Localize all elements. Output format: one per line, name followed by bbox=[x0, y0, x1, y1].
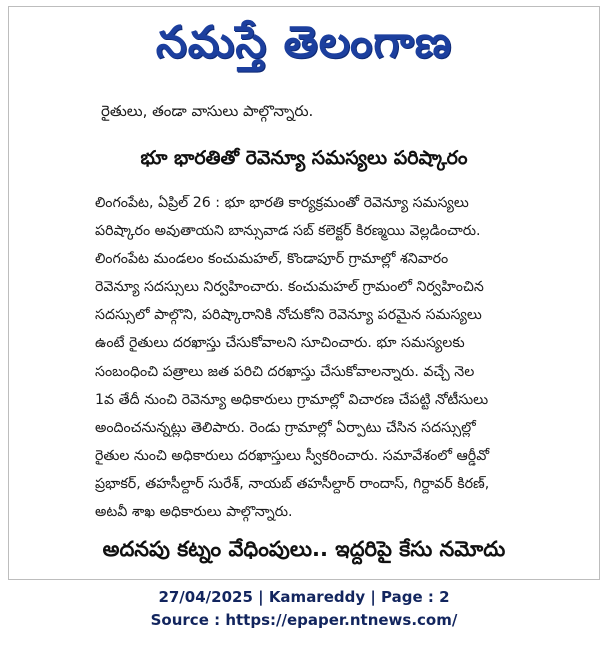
article-body-line: అటవీ శాఖ అధికారులు పాల్గొన్నారు. bbox=[95, 504, 293, 521]
previous-article-tail: రైతులు, తండా వాసులు పాల్గొన్నారు. bbox=[101, 102, 314, 120]
article-headline: భూ భారతితో రెవెన్యూ సమస్యలు పరిష్కారం bbox=[140, 147, 468, 169]
article-body-line: లింగంపేట మండలం కంచుమహల్, కొండాపూర్ గ్రామాల్లో శనివారం bbox=[95, 251, 449, 268]
article-body bbox=[95, 189, 603, 526]
edition-info: 27/04/2025 | Kamareddy | Page : 2 bbox=[158, 588, 450, 606]
article-body-line: 1వ తేదీ నుంచి రెవెన్యూ అధికారులు గ్రామాల్లో విచారణ చేపట్టి నోటీసులు bbox=[95, 391, 489, 408]
newspaper-masthead: నమస్తే తెలంగాణ bbox=[155, 17, 453, 68]
article-body-line: అందించనున్నట్లు తెలిపారు. రెండు గ్రామాల్లో ఏర్పాటు చేసిన సదస్సుల్లో bbox=[95, 419, 476, 436]
article-body-line: సదస్సులో పాల్గొని, పరిష్కారానికి నోచుకోని రెవెన్యూ పరమైన సమస్యలు bbox=[95, 307, 482, 324]
article-body-line: పరిష్కారం అవుతాయని బాన్సువాడ సబ్ కలెక్టర్ కిరణ్మయి వెల్లడించారు. bbox=[95, 223, 481, 240]
article-body-line: సంబంధించి పత్రాలు జత పరిచి దరఖాస్తు చేసుకోవాలన్నారు. వచ్చే నెల bbox=[95, 363, 475, 380]
newspaper-clipping bbox=[8, 6, 600, 580]
second-article-headline: అదనపు కట్నం వేధింపులు.. ఇద్దరిపై కేసు నమోదు bbox=[102, 537, 506, 561]
source-url: Source : https://epaper.ntnews.com/ bbox=[150, 611, 458, 629]
article-body-line: లింగంపేట, ఏప్రిల్ 26 : భూ భారతి కార్యక్రమంతో రెవెన్యూ సమస్యలు bbox=[95, 195, 469, 211]
article-body-line: ప్రభాకర్, తహసీల్దార్ సురేశ్, నాయబ్ తహసీల్దార్ రాందాస్, గిర్దావర్ కిరణ్, bbox=[95, 475, 490, 492]
article-body-line: రైతుల నుంచి అధికారులు దరఖాస్తులు స్వీకరించారు. సమావేశంలో ఆర్డీవో bbox=[95, 447, 490, 464]
article-body-line: ఉంటే రైతులు దరఖాస్తు చేసుకోవాలని సూచించారు. భూ సమస్యలకు bbox=[95, 335, 465, 352]
article-body-line: రెవెన్యూ సదస్సులు నిర్వహించారు. కంచుమహల్ గ్రామంలో నిర్వహించిన bbox=[95, 279, 484, 296]
